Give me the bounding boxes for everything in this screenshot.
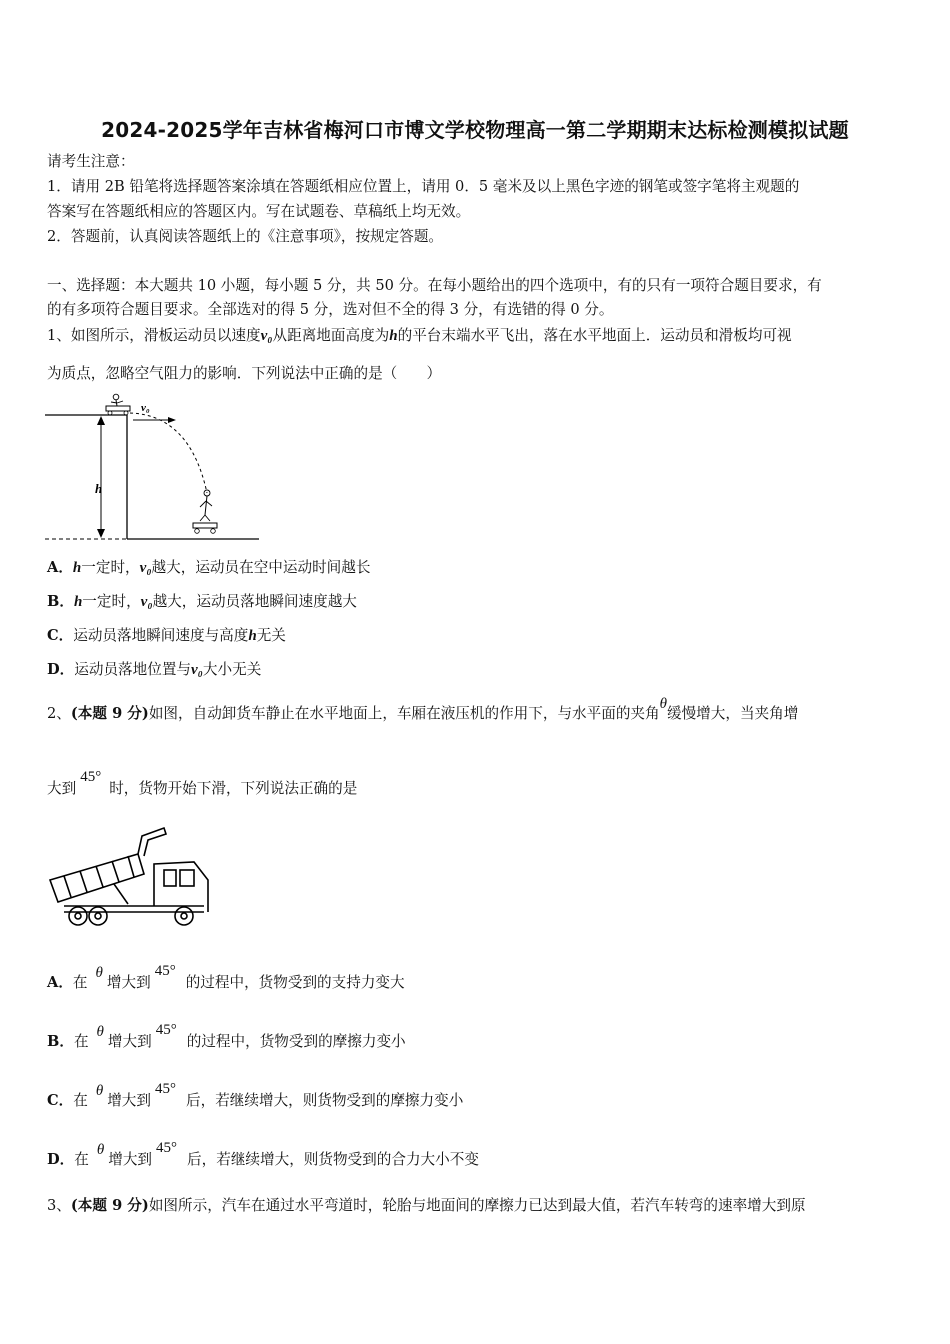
q1-option-a-label: A． — [47, 559, 73, 576]
q2-option-b-text-3: 的过程中，货物受到的摩擦力变小 — [186, 1033, 406, 1050]
q1-option-a-text-1: 一定时， — [81, 559, 140, 576]
q2-option-a-text-2: 增大到 — [106, 974, 151, 991]
q1-option-a-h: h — [72, 560, 82, 576]
q2-score: (本题 9 分) — [70, 705, 149, 722]
skater-top-icon — [106, 394, 130, 415]
q2-option-a-theta: θ — [95, 965, 103, 981]
q1-option-b-h: h — [73, 594, 83, 610]
notice-line-3: 2．答题前，认真阅读答题纸上的《注意事项》，按规定答题。 — [47, 228, 444, 245]
q2-option-b-text-2: 增大到 — [107, 1033, 152, 1050]
q2-option-b[interactable] — [47, 1022, 406, 1051]
dump-truck-icon — [50, 828, 208, 925]
skater-bottom-icon — [193, 490, 217, 533]
q1-fig-v0-label: v₀ — [141, 402, 150, 414]
q2-option-b-theta: θ — [96, 1024, 104, 1040]
q1-option-b-label: B． — [47, 593, 74, 610]
q1-option-c-text-2: 无关 — [256, 627, 286, 644]
q1-option-d[interactable] — [47, 658, 261, 679]
q1-stem-mid2: 的平台末端水平飞出，落在水平地面上．运动员和滑板均可视 — [397, 327, 792, 344]
q1-stem-pre: 1、如图所示，滑板运动员以速度 — [47, 327, 261, 344]
q1-fig-h-label: h — [95, 481, 103, 496]
q2-text-1: 如图，自动卸货车静止在水平地面上，车厢在液压机的作用下，与水平面的夹角 — [148, 705, 660, 722]
q2-stem-line-1 — [47, 696, 799, 724]
q3-stem-line-1 — [47, 1196, 806, 1216]
page-title: 2024-2025学年吉林省梅河口市博文学校物理高一第二学期期末达标检测模拟试题 — [101, 118, 849, 142]
q2-text-2: 缓慢增大，当夹角增 — [666, 705, 799, 722]
q2-stem-line-2 — [47, 769, 358, 799]
q1-option-a-text-2: 越大，运动员在空中运动时间越长 — [151, 559, 371, 576]
q2-deg45: 45° — [80, 769, 102, 785]
q1-option-a[interactable] — [47, 556, 370, 577]
q1-option-a-v0: v₀ — [139, 560, 152, 576]
q1-option-c[interactable] — [47, 624, 286, 645]
notice-line-2: 答案写在答题纸相应的答题区内。写在试题卷、草稿纸上均无效。 — [47, 203, 471, 220]
q2-option-c-deg: 45° — [155, 1081, 176, 1097]
q2-option-c-text-3: 后，若继续增大，则货物受到的摩擦力变小 — [186, 1092, 464, 1109]
notice-line-1: 1．请用 2B 铅笔将选择题答案涂填在答题纸相应位置上，请用 0．5 毫米及以上黑色字迹的钢笔或签字笔将主观题的 — [47, 178, 800, 195]
notice-heading: 请考生注意： — [47, 153, 135, 170]
q3-text: 如图所示，汽车在通过水平弯道时，轮胎与地面间的摩擦力已达到最大值，若汽车转弯的速率增大到原 — [148, 1197, 806, 1214]
q2-option-d-text-3: 后，若继续增大，则货物受到的合力大小不变 — [187, 1151, 479, 1168]
q1-h: h — [389, 328, 398, 344]
q1-option-b-text-2: 越大，运动员落地瞬间速度越大 — [152, 593, 357, 610]
q1-stem-line-1 — [47, 326, 792, 346]
q2-option-a-text-1: 在 — [72, 974, 88, 991]
q2-line2-a: 大到 — [47, 780, 77, 797]
q2-option-b-text-1: 在 — [73, 1033, 89, 1050]
q2-option-d[interactable] — [47, 1140, 479, 1169]
q2-option-a-deg: 45° — [154, 963, 176, 979]
q2-option-b-deg: 45° — [155, 1022, 177, 1038]
q3-number: 3、 — [47, 1197, 71, 1214]
q2-option-d-label: D． — [47, 1151, 75, 1168]
q2-option-a-text-3: 的过程中，货物受到的支持力变大 — [185, 974, 405, 991]
q2-dump-truck-figure — [44, 822, 216, 934]
q2-option-d-text-2: 增大到 — [108, 1151, 153, 1168]
q1-option-d-label: D． — [47, 661, 75, 678]
q1-stem-line-2: 为质点，忽略空气阻力的影响．下列说法中正确的是（ ） — [47, 365, 442, 382]
q1-option-d-text-2: 大小无关 — [202, 661, 262, 678]
q1-skateboard-figure — [45, 393, 265, 543]
q2-option-a[interactable] — [47, 963, 405, 992]
q1-option-c-h: h — [248, 628, 257, 644]
q2-option-a-label: A． — [47, 974, 73, 991]
q1-option-b-v0: v₀ — [140, 594, 153, 610]
q1-option-c-text-1: 运动员落地瞬间速度与高度 — [73, 627, 249, 644]
section-line-2: 的有多项符合题目要求。全部选对的得 5 分，选对但不全的得 3 分，有选错的得 0 分。 — [47, 301, 614, 318]
q2-option-b-label: B． — [47, 1033, 74, 1050]
q2-option-c-text-2: 增大到 — [107, 1092, 151, 1109]
q2-option-c-theta: θ — [95, 1083, 104, 1099]
q1-option-d-text-1: 运动员落地位置与 — [74, 661, 192, 678]
q3-score: (本题 9 分) — [70, 1197, 149, 1214]
q2-line2-b: 时，货物开始下滑，下列说法正确的是 — [109, 780, 358, 797]
q2-number: 2、 — [47, 705, 71, 722]
q1-option-d-v0: v₀ — [191, 662, 203, 678]
q1-v0: v₀ — [260, 328, 273, 344]
q2-option-d-text-1: 在 — [74, 1151, 89, 1168]
q1-option-b-text-1: 一定时， — [82, 593, 141, 610]
section-line-1: 一、选择题：本大题共 10 小题，每小题 5 分，共 50 分。在每小题给出的四个选项中，有的只有一项符合题目要求，有 — [47, 277, 822, 294]
q2-theta: θ — [659, 696, 667, 712]
q2-option-c[interactable] — [47, 1081, 464, 1110]
q2-option-d-deg: 45° — [156, 1140, 178, 1156]
q2-option-c-text-1: 在 — [73, 1092, 88, 1109]
q1-stem-mid1: 从距离地面高度为 — [272, 327, 390, 344]
q1-option-c-label: C． — [47, 627, 74, 644]
q1-option-b[interactable] — [47, 590, 357, 611]
q2-option-d-theta: θ — [96, 1142, 105, 1158]
q2-option-c-label: C． — [47, 1092, 74, 1109]
